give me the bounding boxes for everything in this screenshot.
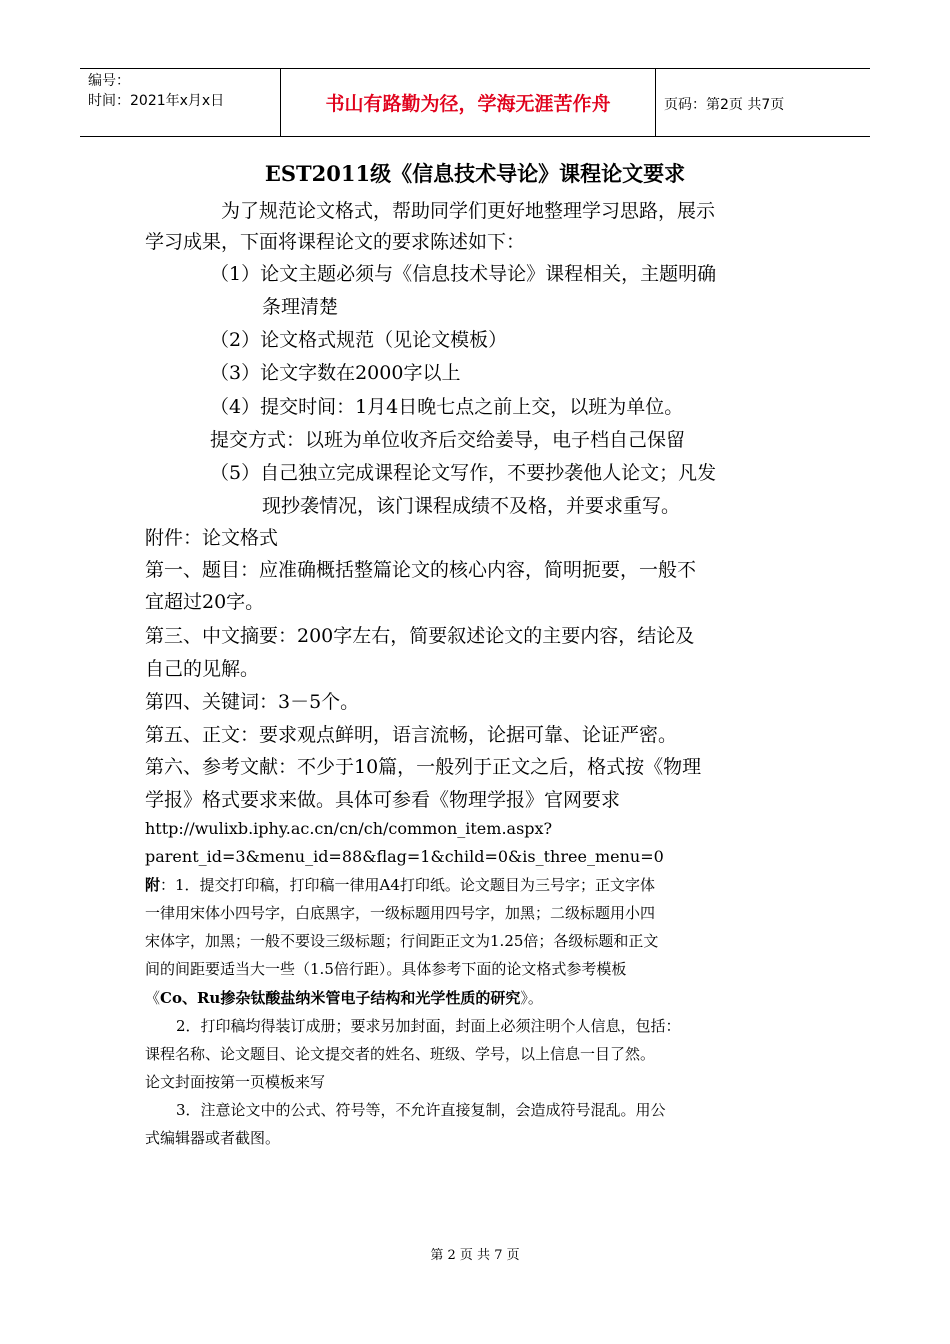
header-number-label: 编号： — [88, 73, 130, 89]
requirement-1-cont: 条理清楚 — [262, 296, 339, 318]
requirement-4-submission: 提交方式：以班为单位收齐后交给姜导，电子档自己保留 — [210, 429, 686, 451]
template-close-quote: 》。 — [520, 989, 543, 1007]
attachment-heading: 附件：论文格式 — [145, 527, 279, 549]
format-title-rule-cont: 宜超过20字。 — [145, 591, 265, 613]
note-1-line-4: 间的间距要适当大一些（1.5倍行距）。具体参考下面的论文格式参考模板 — [145, 960, 627, 978]
header-time-label: 时间：2021年x月x日 — [88, 93, 225, 109]
header-bottom-rule — [80, 136, 870, 137]
note-3-line-2: 式编辑器或者截图。 — [145, 1129, 281, 1147]
format-title-rule: 第一、题目：应准确概括整篇论文的核心内容，简明扼要，一般不 — [145, 559, 697, 581]
requirement-1: （1）论文主题必须与《信息技术导论》课程相关，主题明确 — [210, 263, 717, 285]
format-keywords-rule: 第四、关键词：3－5个。 — [145, 691, 360, 713]
header-motto: 书山有路勤为径，学海无涯苦作舟 — [325, 93, 611, 115]
header-page-info: 页码：第2页 共7页 — [664, 97, 785, 113]
note-1-template-line — [145, 987, 543, 1009]
note-label: 附 — [145, 876, 161, 894]
header-divider-left — [280, 68, 281, 136]
note-2-line-1: 2．打印稿均得装订成册；要求另加封面，封面上必须注明个人信息，包括： — [176, 1017, 681, 1035]
note-2-line-2: 课程名称、论文题目、论文提交者的姓名、班级、学号，以上信息一目了然。 — [145, 1045, 656, 1063]
note-2-line-3: 论文封面按第一页模板来写 — [145, 1073, 326, 1091]
format-references-rule: 第六、参考文献：不少于10篇，一般列于正文之后，格式按《物理 — [145, 756, 702, 778]
page-footer: 第 2 页 共 7 页 — [430, 1248, 520, 1263]
requirement-5: （5）自己独立完成课程论文写作，不要抄袭他人论文；凡发 — [210, 462, 717, 484]
format-abstract-rule: 第三、中文摘要：200字左右，简要叙述论文的主要内容，结论及 — [145, 625, 695, 647]
header-divider-right — [655, 68, 656, 136]
reference-url-line-2[interactable]: parent_id=3&menu_id=88&flag=1&child=0&is_three_menu=0 — [145, 847, 664, 866]
reference-url-line-1[interactable]: http://wulixb.iphy.ac.cn/cn/ch/common_item.aspx? — [145, 819, 553, 838]
note-1-text: ：1．提交打印稿，打印稿一律用A4打印纸。论文题目为三号字；正文字体 — [160, 876, 655, 894]
requirement-2: （2）论文格式规范（见论文模板） — [210, 329, 508, 351]
note-1-line-2: 一律用宋体小四号字，白底黑字，一级标题用四号字，加黑；二级标题用小四 — [145, 904, 656, 922]
requirement-5-cont: 现抄袭情况，该门课程成绩不及格，并要求重写。 — [262, 495, 681, 517]
note-3-line-1: 3．注意论文中的公式、符号等，不允许直接复制，会造成符号混乱。用公 — [176, 1101, 666, 1119]
note-1-line-1 — [145, 874, 655, 896]
intro-line-2: 学习成果，下面将课程论文的要求陈述如下： — [145, 231, 526, 253]
template-title: Co、Ru掺杂钛酸盐纳米管电子结构和光学性质的研究 — [160, 989, 521, 1007]
requirement-4: （4）提交时间：1月4日晚七点之前上交，以班为单位。 — [210, 396, 684, 418]
template-open-quote: 《 — [145, 989, 161, 1007]
header-top-rule — [80, 68, 870, 69]
format-body-rule: 第五、正文：要求观点鲜明，语言流畅，论据可靠、论证严密。 — [145, 724, 678, 746]
format-abstract-rule-cont: 自己的见解。 — [145, 658, 260, 680]
note-1-line-3: 宋体字，加黑；一般不要设三级标题；行间距正文为1.25倍；各级标题和正文 — [145, 932, 659, 950]
format-references-rule-cont: 学报》格式要求来做。具体可参看《物理学报》官网要求 — [145, 789, 621, 811]
intro-line-1: 为了规范论文格式，帮助同学们更好地整理学习思路，展示 — [221, 200, 716, 222]
document-title: EST2011级《信息技术导论》课程论文要求 — [264, 161, 686, 186]
requirement-3: （3）论文字数在2000字以上 — [210, 362, 461, 384]
